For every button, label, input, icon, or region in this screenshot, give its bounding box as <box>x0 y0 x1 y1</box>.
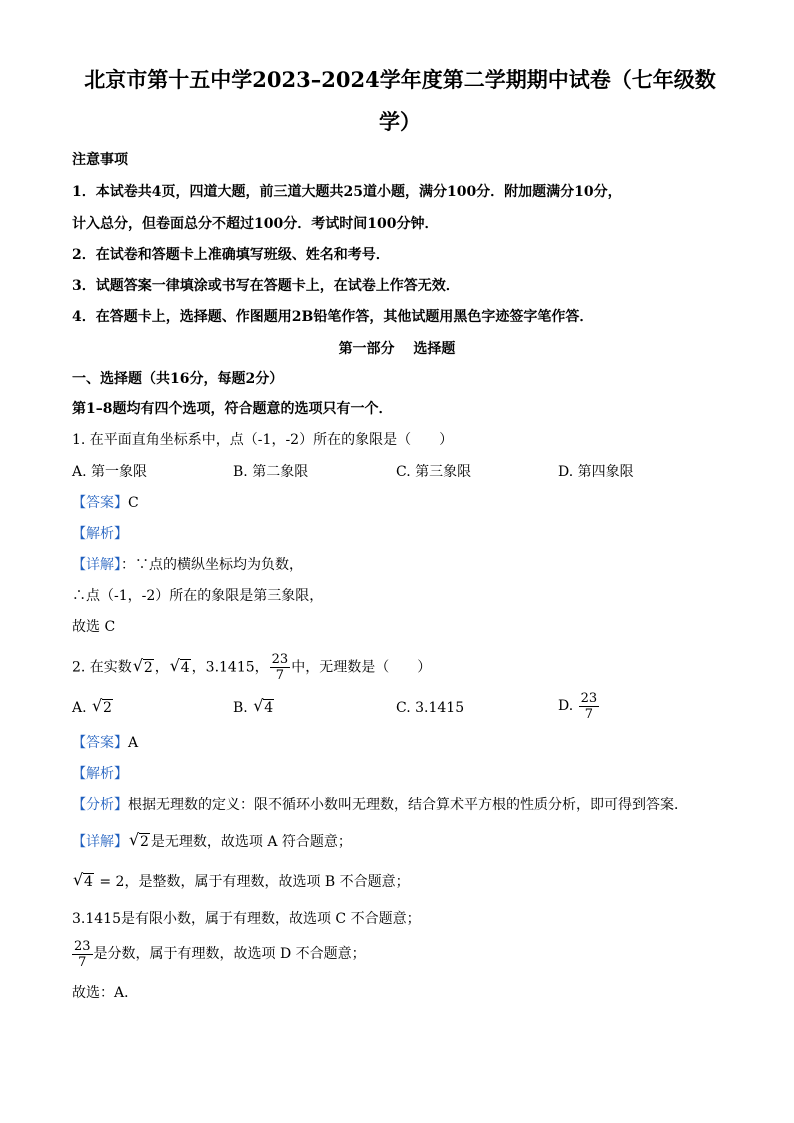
q2-detail-line1 <box>72 830 352 854</box>
sqrt-2-expression: √ 2 <box>132 655 153 676</box>
answer-tag: 【答案】 <box>72 735 128 751</box>
sqrt-4-arg: 4 <box>180 659 190 676</box>
q1-answer: C <box>128 495 139 511</box>
q2-option-b-label: B. <box>233 700 248 716</box>
fraction-23-7 <box>270 652 291 683</box>
notes-heading: 注意事项 <box>72 152 128 168</box>
q1-detail-line <box>72 555 303 575</box>
q2-detail-fraction <box>72 939 93 970</box>
q2-option-b-arg: 4 <box>264 700 274 716</box>
q2-detail2: ，是整数，属于有理数，故选项 B 不合题意； <box>124 874 410 890</box>
q2-option-b-sqrt: √ 4 <box>253 696 274 716</box>
q1-conclusion: 故选 C <box>72 619 116 635</box>
q2-detail4: 是分数，属于有理数，故选项 D 不合题意； <box>93 946 366 962</box>
q2-option-d-num: 23 <box>580 690 598 706</box>
q2-conclusion: 故选：A． <box>72 985 139 1001</box>
q1-option-b: B. 第二象限 <box>233 464 309 480</box>
q2-detail-line4 <box>72 936 366 972</box>
q1-answer-line <box>72 493 139 513</box>
q1-option-c: C. 第三象限 <box>396 464 472 480</box>
note-item-2: 2．在试卷和答题卡上准确填写班级、姓名和考号． <box>72 247 390 263</box>
note-item-1: 1．本试卷共4页，四道大题，前三道大题共25道小题，满分100分．附加题满分10分， <box>72 184 622 200</box>
q1-detail: ：∵点的横纵坐标均为负数， <box>121 557 303 573</box>
q2-option-a-sqrt: √ 2 <box>92 696 112 716</box>
q2-detail-frac-den: 7 <box>78 954 87 970</box>
q2-option-d-den: 7 <box>584 706 594 722</box>
q1-analysis-tag <box>72 524 128 544</box>
q2-stem-part2: ，3.1415， <box>191 659 269 676</box>
answer-tag: 【答案】 <box>72 495 128 511</box>
q2-answer: A <box>128 735 139 751</box>
q2-detail1: 是无理数，故选项 A 符合题意； <box>150 834 352 850</box>
q2-detail-frac-num: 23 <box>74 938 91 954</box>
q2-detail-sqrt2: √ 2 <box>129 830 149 850</box>
q2-option-a-arg: 2 <box>103 700 112 716</box>
analysis-sub-tag: 【分析】 <box>72 797 128 813</box>
note-item-4: 4．在答题卡上，选择题、作图题用2B铅笔作答，其他试题用黑色字迹签字笔作答． <box>72 309 594 325</box>
q2-option-d-fraction <box>579 691 600 722</box>
q2-option-a <box>72 696 114 720</box>
analysis-tag: 【解析】 <box>72 766 128 782</box>
q1-option-d: D. 第四象限 <box>558 464 634 480</box>
q2-option-d <box>558 688 600 724</box>
sqrt-2-arg: 2 <box>143 659 153 676</box>
q2-answer-line <box>72 733 138 753</box>
q2-stem-part1: 2. 在实数 <box>72 659 132 676</box>
section-instruction: 第1–8题均有四个选项，符合题意的选项只有一个． <box>72 401 393 417</box>
q2-detail-line3: 3.1415是有限小数，属于有理数，故选项 C 不合题意； <box>72 911 421 927</box>
detail-tag: 【详解】 <box>72 557 121 573</box>
exam-title-line2: 学） <box>379 109 421 134</box>
exam-title-line1: 北京市第十五中学2023–2024学年度第二学期期中试卷（七年级数 <box>84 67 716 92</box>
section-heading: 一、选择题（共16分，每题2分） <box>72 371 284 387</box>
q2-stem-sep: ， <box>154 659 169 676</box>
q2-detail-sqrt4: √ 4 <box>73 870 93 890</box>
q2-stem <box>72 652 431 683</box>
q2-detail-sqrt2-arg: 2 <box>140 834 149 850</box>
q2-detail2-eq: = 2 <box>99 874 125 890</box>
q2-analysis: 根据无理数的定义：限不循环小数叫无理数，结合算术平方根的性质分析，即可得到答案． <box>128 797 688 813</box>
q2-detail-line2 <box>72 870 410 894</box>
q2-option-d-label: D. <box>558 698 574 714</box>
note-item-3: 3．试题答案一律填涂或书写在答题卡上，在试卷上作答无效． <box>72 278 460 294</box>
sqrt-4-expression: √ 4 <box>169 655 190 676</box>
note-item-1-cont: 计入总分，但卷面总分不超过100分．考试时间100分钟． <box>72 216 439 232</box>
q1-stem: 1. 在平面直角坐标系中，点（-1，-2）所在的象限是（ ） <box>72 432 454 448</box>
q2-analysis-line <box>72 795 688 815</box>
q2-option-b <box>233 696 275 720</box>
detail-tag: 【详解】 <box>72 834 128 850</box>
fraction-denominator: 7 <box>275 668 285 683</box>
q2-option-a-label: A. <box>72 700 87 716</box>
q1-option-a: A. 第一象限 <box>72 464 148 480</box>
fraction-numerator: 23 <box>271 652 289 667</box>
part1-heading: 第一部分 选择题 <box>338 341 456 357</box>
analysis-tag: 【解析】 <box>72 526 128 542</box>
q2-stem-part3: 中，无理数是（ ） <box>291 659 432 676</box>
q1-step2: ∴点（-1，-2）所在的象限是第三象限， <box>72 588 324 604</box>
q2-option-c: C. 3.1415 <box>396 700 465 716</box>
q2-detail-sqrt4-arg: 4 <box>84 874 93 890</box>
q2-analysis-tag-line <box>72 764 128 784</box>
